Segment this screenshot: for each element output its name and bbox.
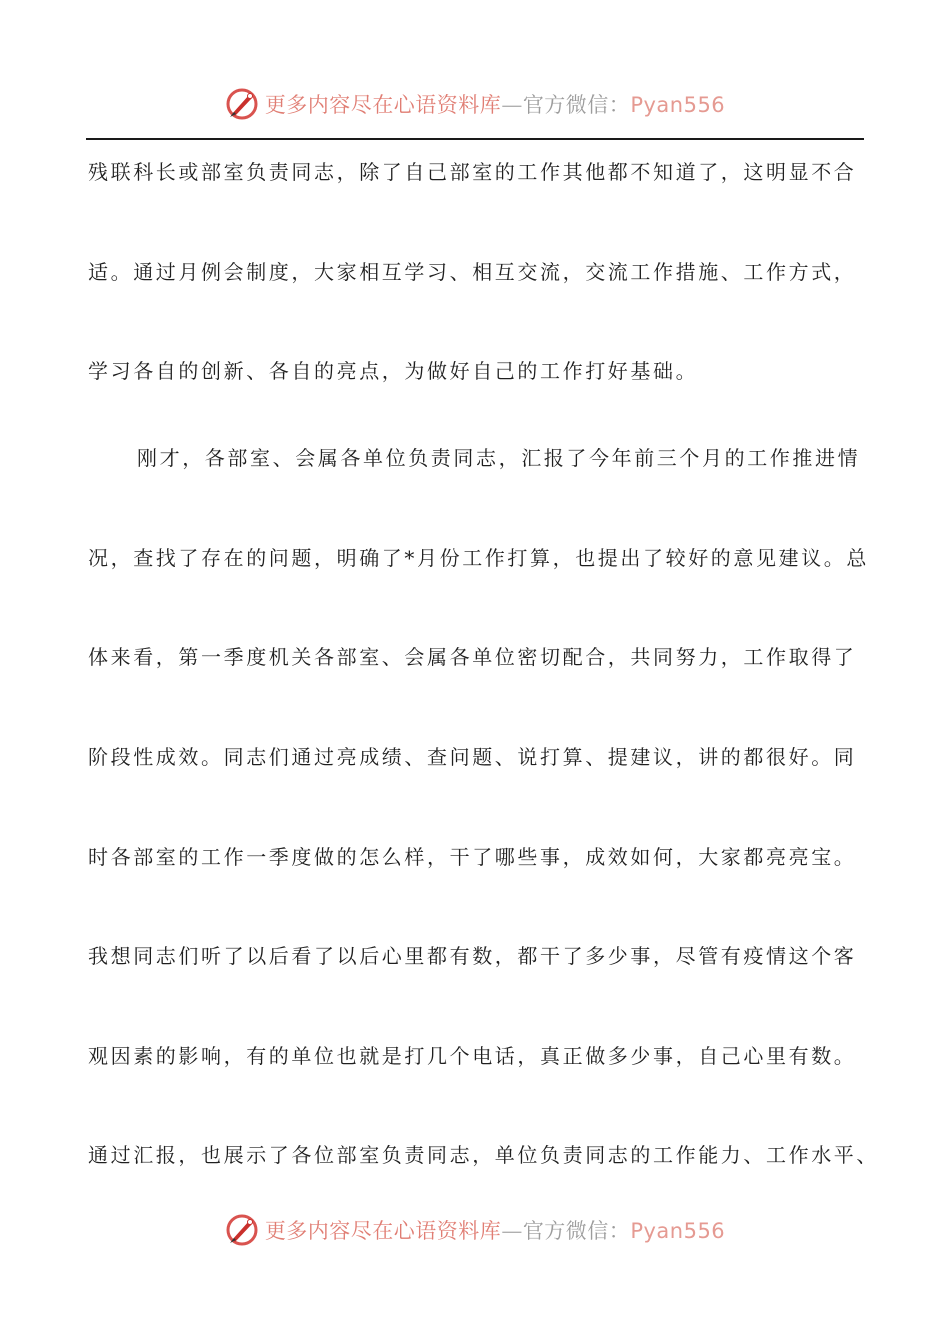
- body-line: 阶段性成效。同志们通过亮成绩、查问题、说打算、提建议，讲的都很好。同: [88, 745, 857, 769]
- header-dash: —: [501, 93, 523, 117]
- footer-wechat-label: 官方微信：: [522, 1219, 631, 1243]
- body-line: 体来看，第一季度机关各部室、会属各单位密切配合，共同努力，工作取得了: [88, 645, 857, 669]
- body-line: 观因素的影响，有的单位也就是打几个电话，真正做多少事，自己心里有数。: [88, 1044, 857, 1068]
- header-divider: [86, 138, 864, 140]
- header-banner-text: [265, 89, 725, 119]
- footer-banner-content: [225, 1213, 725, 1247]
- header-banner-content: [225, 87, 725, 121]
- header-brand-text: 更多内容尽在心语资料库: [264, 93, 502, 117]
- quill-logo-icon: [225, 87, 259, 121]
- quill-logo-icon: [225, 1213, 259, 1247]
- body-line: 通过汇报，也展示了各位部室负责同志，单位负责同志的工作能力、工作水平、: [88, 1143, 879, 1167]
- body-line: 适。通过月例会制度，大家相互学习、相互交流，交流工作措施、工作方式，: [88, 260, 857, 284]
- footer-wechat-id: Pyan556: [630, 1219, 726, 1243]
- paragraph-start-line: 刚才，各部室、会属各单位负责同志，汇报了今年前三个月的工作推进情: [137, 446, 861, 470]
- header-banner: [0, 84, 950, 124]
- header-wechat-id: Pyan556: [630, 93, 726, 117]
- footer-dash: —: [501, 1219, 523, 1243]
- header-wechat-label: 官方微信：: [522, 93, 631, 117]
- footer-banner-text: [265, 1215, 725, 1245]
- footer-brand-text: 更多内容尽在心语资料库: [264, 1219, 502, 1243]
- footer-banner: [0, 1210, 950, 1250]
- body-line: 学习各自的创新、各自的亮点，为做好自己的工作打好基础。: [88, 359, 699, 383]
- body-line: 时各部室的工作一季度做的怎么样，干了哪些事，成效如何，大家都亮亮宝。: [88, 845, 857, 869]
- body-line: 残联科长或部室负责同志，除了自己部室的工作其他都不知道了，这明显不合: [88, 160, 857, 184]
- body-line: 我想同志们听了以后看了以后心里都有数，都干了多少事，尽管有疫情这个客: [88, 944, 857, 968]
- body-line: 况，查找了存在的问题，明确了*月份工作打算，也提出了较好的意见建议。总: [88, 546, 869, 570]
